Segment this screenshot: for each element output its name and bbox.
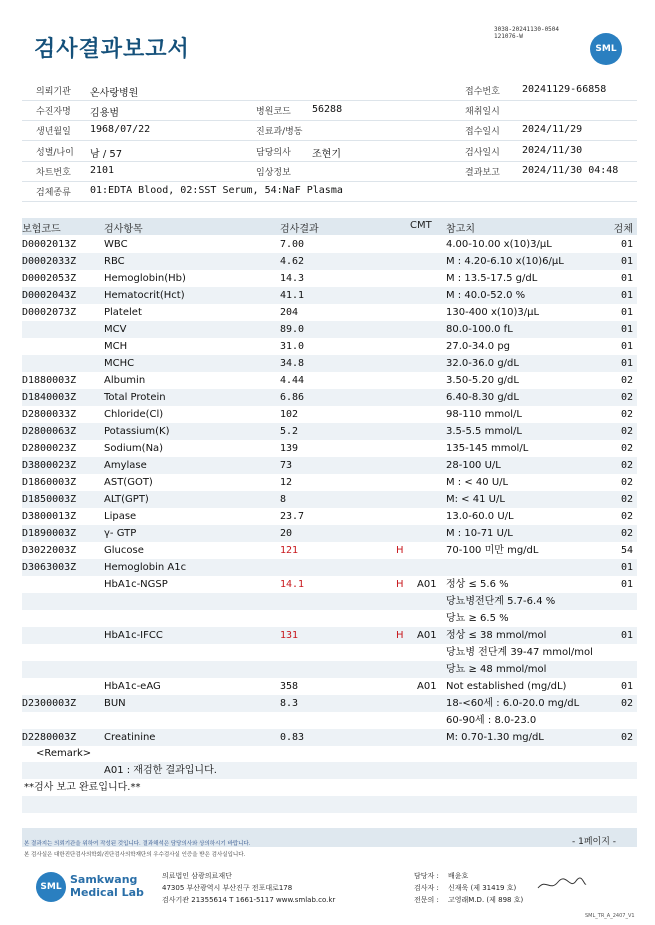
reference-cell: 4.00-10.00 x(10)3/μL [446,239,552,250]
result-cell: 121 [280,545,299,556]
item-cell: Hemoglobin(Hb) [104,273,186,284]
table-row [22,695,637,712]
receipt-no-value: 20241129-66858 [522,84,607,95]
test-date-label: 검사일시 [465,148,500,158]
footer-contact: 검사기관 21355614 T 1661-5117 www.smlab.co.kr [162,896,336,904]
item-cell: Lipase [104,511,137,522]
reference-cell: 3.5-5.5 mmol/L [446,426,522,437]
reference-cell: M: 0.70-1.30 mg/dL [446,732,544,743]
birth-value: 1968/07/22 [90,124,151,135]
footer-org: 의료법인 삼광의료재단 [162,872,232,880]
reference-cell: M: < 41 U/L [446,494,505,505]
specimen-cell: 01 [620,579,633,590]
item-cell: MCH [104,341,128,352]
code-cell: D0002033Z [22,256,77,267]
specimen-cell: 01 [620,681,633,692]
table-row [22,593,637,610]
reference-cell: 당뇨병 전단계 39-47 mmol/mol [446,647,593,658]
test-date-value: 2024/11/30 [522,145,583,156]
reference-cell: 6.40-8.30 g/dL [446,392,519,403]
signature-mark [536,876,588,894]
reference-cell: 정상 ≤ 38 mmol/mol [446,630,547,641]
doctor-label: 담당의사 [256,148,291,158]
footer-logo-line: Medical Lab [70,886,144,899]
footer-address: 47305 부산광역시 부산진구 전포대로178 [162,884,293,892]
receipt-no-label: 접수번호 [465,87,500,97]
specimen-cell: 01 [620,341,633,352]
specimen-cell: 01 [620,562,633,573]
col-cmt: CMT [410,220,432,231]
result-cell: 8 [280,494,287,505]
item-cell: RBC [104,256,125,267]
footer-logo-text: SML [40,882,62,892]
flag-cell: H [396,630,404,641]
remark-row [22,745,637,762]
specimen-cell: 02 [620,477,633,488]
table-row [22,678,637,695]
item-cell: MCV [104,324,127,335]
table-row [22,321,637,338]
specimen-cell: 02 [620,511,633,522]
sex-age-label: 성별/나이 [36,148,74,158]
specimen-cell: 02 [620,392,633,403]
reference-cell: 70-100 미만 mg/dL [446,545,539,556]
result-cell: 102 [280,409,299,420]
table-row [22,661,637,678]
table-row [22,491,637,508]
remark-row [22,779,637,796]
code-cell: D0002013Z [22,239,77,250]
receipt-date-value: 2024/11/29 [522,124,583,135]
specimen-cell: 02 [620,494,633,505]
footer-specialist: 고영래M.D. (제 898 호) [448,896,524,904]
item-cell: HbA1c-NGSP [104,579,168,590]
note-line: 본 검사실은 대한진단검사의학회/진단검사의학재단의 우수검사실 인증을 받은 검사실입니다. [24,852,246,858]
specimen-cell: 01 [620,630,633,641]
code-cell: D3063003Z [22,562,77,573]
result-cell: 5.2 [280,426,299,437]
report-date-label: 결과보고 [465,168,500,178]
specimen-cell: 01 [620,290,633,301]
reference-cell: 60-90세 : 8.0-23.0 [446,715,537,726]
sex-age-value: 남 / 57 [90,149,123,160]
item-cell: Chloride(Cl) [104,409,164,420]
form-code: SML_TR_A_2407_V1 [585,913,635,919]
chart-label: 차트번호 [36,168,71,178]
code-cell: D2800033Z [22,409,77,420]
footer-logo-name [70,873,144,899]
result-cell: 8.3 [280,698,299,709]
table-row [22,355,637,372]
report-date-value: 2024/11/30 04:48 [522,165,619,176]
result-cell: 89.0 [280,324,305,335]
reference-cell: 3.50-5.20 g/dL [446,375,519,386]
chart-value: 2101 [90,165,115,176]
table-row [22,576,637,593]
table-row [22,457,637,474]
result-cell: 7.00 [280,239,305,250]
reference-cell: 80.0-100.0 fL [446,324,513,335]
reference-cell: M : 40.0-52.0 % [446,290,526,301]
code-cell: D3800013Z [22,511,77,522]
result-cell: 4.62 [280,256,305,267]
birth-label: 생년월일 [36,127,71,137]
table-row [22,542,637,559]
table-row [22,304,637,321]
page-number: - 1페이지 - [572,837,617,847]
doctor-value: 조현기 [312,149,341,160]
table-row [22,338,637,355]
footer-staff-label: 담당자 : [414,872,439,880]
specimen-cell: 01 [620,307,633,318]
table-row [22,712,637,729]
item-cell: HbA1c-eAG [104,681,161,692]
result-cell: 4.44 [280,375,305,386]
table-row [22,372,637,389]
remark-text: A01 : 재검한 결과입니다. [104,765,217,776]
code-cell: D1880003Z [22,375,77,386]
code-cell: D1860003Z [22,477,77,488]
result-cell: 41.1 [280,290,305,301]
remark-row [22,796,637,813]
hospital-label: 의뢰기관 [36,87,71,97]
result-cell: 204 [280,307,299,318]
specimen-cell: 01 [620,239,633,250]
specimen-cell: 01 [620,358,633,369]
table-row [22,610,637,627]
page-title: 검사결과보고서 [34,37,190,62]
table-row [22,474,637,491]
specimen-cell: 02 [620,460,633,471]
specimen-cell: 01 [620,256,633,267]
table-row [22,389,637,406]
reference-cell: 130-400 x(10)3/μL [446,307,540,318]
item-cell: Potassium(K) [104,426,170,437]
code-cell: D2800023Z [22,443,77,454]
cmt-cell: A01 [417,579,437,590]
footer-specialist-label: 전문의 : [414,896,439,904]
specimen-cell: 02 [620,443,633,454]
code-cell: D2300003Z [22,698,77,709]
document-id-line: 121076-W [494,33,523,40]
reference-cell: 정상 ≤ 5.6 % [446,579,509,590]
item-cell: Creatinine [104,732,156,743]
specimen-label: 검체종류 [36,188,71,198]
code-cell: D0002043Z [22,290,77,301]
table-row [22,270,637,287]
item-cell: Hemoglobin A1c [104,562,187,573]
hospital-code-label: 병원코드 [256,107,291,117]
item-cell: γ- GTP [104,528,137,539]
clinical-label: 임상정보 [256,168,291,178]
result-cell: 20 [280,528,293,539]
table-row [22,440,637,457]
specimen-cell: 01 [620,273,633,284]
footer-logo-line: Samkwang [70,873,138,886]
code-cell: D1890003Z [22,528,77,539]
hospital-value: 온사랑병원 [90,88,139,99]
col-ref: 참고치 [446,224,475,235]
specimen-cell: 02 [620,409,633,420]
signature-stroke [538,878,586,888]
table-row [22,525,637,542]
flag-cell: H [396,579,404,590]
header-row [22,141,637,162]
code-cell: D3800023Z [22,460,77,471]
result-cell: 14.1 [280,579,305,590]
table-row [22,406,637,423]
table-row [22,729,637,746]
footer-staff: 배윤호 [448,872,469,880]
patient-label: 수진자명 [36,107,71,117]
reference-cell: M : 10-71 U/L [446,528,513,539]
document-id-line: 3038-20241130-0504 [494,26,560,33]
reference-cell: M : 13.5-17.5 g/dL [446,273,538,284]
footer-tech-label: 검사자 : [414,884,439,892]
header-row [22,100,637,121]
table-row [22,236,637,253]
sml-logo-text: SML [595,44,617,54]
item-cell: Total Protein [104,392,166,403]
code-cell: D1840003Z [22,392,77,403]
item-cell: Albumin [104,375,146,386]
result-cell: 12 [280,477,293,488]
col-specimen: 검체 [613,224,633,235]
result-cell: 31.0 [280,341,305,352]
reference-cell: M : 4.20-6.10 x(10)6/μL [446,256,564,267]
flag-cell: H [396,545,404,556]
specimen-cell: 02 [620,698,633,709]
result-cell: 131 [280,630,299,641]
specimen-cell: 54 [620,545,633,556]
reference-cell: Not established (mg/dL) [446,681,567,692]
table-row [22,423,637,440]
item-cell: Amylase [104,460,147,471]
collect-date-label: 채취일시 [465,107,500,117]
table-row [22,644,637,661]
reference-cell: 135-145 mmol/L [446,443,529,454]
specimen-cell: 02 [620,732,633,743]
item-cell: ALT(GPT) [104,494,149,505]
code-cell: D0002053Z [22,273,77,284]
item-cell: AST(GOT) [104,477,153,488]
reference-cell: 당뇨병전단계 5.7-6.4 % [446,596,556,607]
header-row [22,181,637,202]
table-row [22,508,637,525]
header-row [22,80,637,101]
table-row [22,253,637,270]
col-code: 보험코드 [22,224,61,235]
remark-label: <Remark> [36,748,92,759]
reference-cell: 당뇨 ≥ 6.5 % [446,613,509,624]
result-cell: 23.7 [280,511,305,522]
results-table-header [22,218,637,235]
code-cell: D1850003Z [22,494,77,505]
item-cell: Hematocrit(Hct) [104,290,185,301]
footer-tech: 신재욱 (제 31419 호) [448,884,517,892]
header-row [22,161,637,182]
table-row [22,559,637,576]
code-cell: D2280003Z [22,732,77,743]
code-cell: D3022003Z [22,545,77,556]
item-cell: WBC [104,239,128,250]
item-cell: Platelet [104,307,142,318]
dept-label: 진료과/병동 [256,127,303,137]
reference-cell: M : < 40 U/L [446,477,509,488]
reference-cell: 18-<60세 : 6.0-20.0 mg/dL [446,698,580,709]
reference-cell: 27.0-34.0 pg [446,341,511,352]
result-cell: 358 [280,681,299,692]
item-cell: BUN [104,698,126,709]
patient-value: 김용범 [90,108,119,119]
reference-cell: 13.0-60.0 U/L [446,511,514,522]
result-cell: 6.86 [280,392,305,403]
result-cell: 0.83 [280,732,305,743]
header-row [22,120,637,141]
remark-row [22,762,637,779]
table-row [22,627,637,644]
document-id [494,26,559,40]
specimen-cell: 02 [620,375,633,386]
specimen-value: 01:EDTA Blood, 02:SST Serum, 54:NaF Plasma [90,185,343,196]
reference-cell: 98-110 mmol/L [446,409,522,420]
table-row [22,287,637,304]
reference-cell: 당뇨 ≥ 48 mmol/mol [446,664,547,675]
reference-cell: 32.0-36.0 g/dL [446,358,519,369]
cmt-cell: A01 [417,630,437,641]
code-cell: D0002073Z [22,307,77,318]
col-result: 검사결과 [280,224,319,235]
specimen-cell: 02 [620,528,633,539]
completion-text: **검사 보고 완료입니다.** [24,782,141,793]
hospital-code-value: 56288 [312,104,343,115]
result-cell: 14.3 [280,273,305,284]
item-cell: HbA1c-IFCC [104,630,163,641]
note-line: 본 결과지는 의뢰기관을 위하여 작성된 것입니다. 결과해석은 담당의사와 상의하시기 바랍니다. [24,841,251,847]
result-cell: 34.8 [280,358,305,369]
cmt-cell: A01 [417,681,437,692]
sml-logo [590,33,622,65]
footer-logo-icon [36,872,66,902]
col-item: 검사항목 [104,224,143,235]
code-cell: D2800063Z [22,426,77,437]
item-cell: Sodium(Na) [104,443,164,454]
specimen-cell: 02 [620,426,633,437]
item-cell: MCHC [104,358,135,369]
result-cell: 73 [280,460,293,471]
item-cell: Glucose [104,545,144,556]
specimen-cell: 01 [620,324,633,335]
receipt-date-label: 접수일시 [465,127,500,137]
result-cell: 139 [280,443,299,454]
reference-cell: 28-100 U/L [446,460,501,471]
